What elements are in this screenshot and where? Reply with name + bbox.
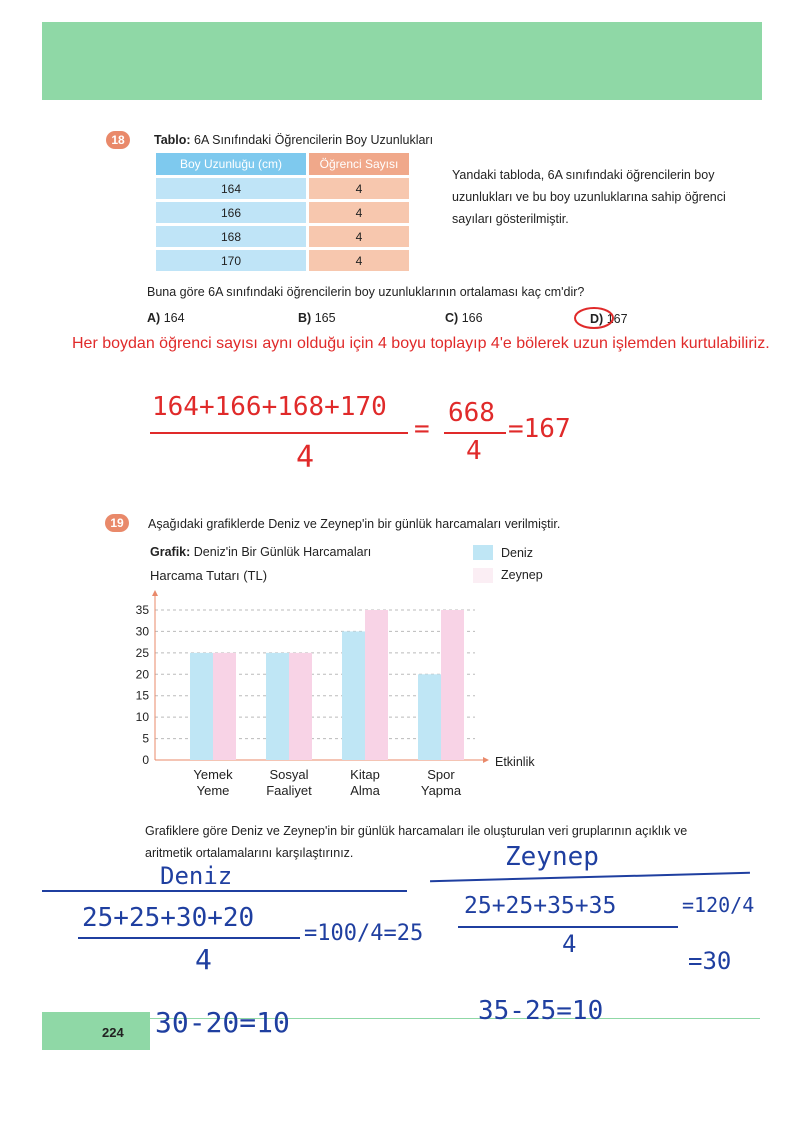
table-cell: 164 (156, 178, 306, 199)
hand-underline (430, 872, 750, 882)
legend-label-deniz: Deniz (501, 546, 533, 560)
bar-deniz (342, 631, 365, 760)
hand-zeynep-numerator: 25+25+35+35 (464, 893, 617, 919)
y-tick-label: 35 (135, 603, 149, 617)
option-value: 164 (163, 311, 185, 325)
x-tick-label: Sosyal (269, 767, 309, 782)
x-tick-label: Kitap (350, 767, 380, 782)
table-cell: 4 (309, 202, 409, 223)
table-header-height: Boy Uzunluğu (cm) (156, 153, 306, 175)
x-tick-label: Yemek (193, 767, 233, 782)
bar-zeynep (365, 610, 388, 760)
fraction-line (458, 926, 678, 928)
hand-deniz-denominator: 4 (195, 943, 212, 976)
option-c[interactable] (445, 311, 483, 325)
hand-mid-numerator: 668 (448, 398, 495, 428)
option-a[interactable] (147, 311, 185, 325)
hand-deniz-result: =100/4=25 (304, 921, 424, 946)
y-tick-label: 5 (142, 731, 149, 746)
bar-deniz (266, 653, 289, 760)
x-tick-label: Alma (350, 783, 380, 798)
y-tick-label: 30 (135, 624, 149, 639)
hand-zeynep-denominator: 4 (562, 930, 577, 958)
table-row (156, 202, 409, 223)
table-cell: 4 (309, 226, 409, 247)
option-value: 166 (461, 311, 483, 325)
table-title-text: 6A Sınıfındaki Öğrencilerin Boy Uzunlukları (190, 133, 434, 147)
option-value: 167 (606, 312, 628, 326)
bar-zeynep (289, 653, 312, 760)
graph-title-label: Grafik: (150, 545, 191, 559)
x-tick-label: Yeme (196, 783, 230, 798)
header-band (42, 22, 762, 100)
legend-swatch-zeynep (473, 568, 493, 583)
hand-mid-denominator: 4 (466, 436, 482, 466)
x-axis-arrow (483, 757, 489, 763)
expenses-bar-chart (100, 585, 560, 805)
x-tick-label: Faaliyet (266, 783, 312, 798)
hand-underline (42, 890, 407, 892)
fraction-line (444, 432, 506, 434)
table-cell: 4 (309, 178, 409, 199)
x-tick-label: Yapma (420, 783, 462, 798)
table-row (156, 226, 409, 247)
x-tick-label: Spor (427, 767, 455, 782)
hand-range-deniz: 30-20=10 (155, 1006, 290, 1039)
table-cell: 166 (156, 202, 306, 223)
option-letter: B) (298, 311, 312, 325)
legend-swatch-deniz (473, 545, 493, 560)
table-cell: 170 (156, 250, 306, 271)
hand-sum-denominator: 4 (296, 440, 315, 475)
bar-deniz (418, 674, 441, 760)
x-axis-label: Etkinlik (495, 755, 535, 769)
hand-zeynep-label: Zeynep (505, 842, 599, 872)
legend-label-zeynep: Zeynep (501, 568, 543, 582)
graph-title (150, 545, 371, 559)
fraction-line (150, 432, 408, 434)
solution-note: Her boydan öğrenci sayısı aynı olduğu için 4 boyu toplayıp 4'e bölerek uzun işlemden kurtulabiliriz. (72, 335, 770, 352)
table-cell: 4 (309, 250, 409, 271)
option-letter: D) (590, 312, 604, 326)
hand-zeynep-result: =120/4 (682, 893, 755, 917)
option-letter: C) (445, 311, 459, 325)
chart-y-label: Harcama Tutarı (TL) (150, 568, 268, 583)
y-tick-label: 20 (135, 667, 149, 682)
fraction-line (78, 937, 300, 939)
question-number-19: 19 (105, 514, 129, 532)
height-table (153, 150, 412, 274)
table-row (156, 178, 409, 199)
option-letter: A) (147, 311, 161, 325)
y-tick-label: 15 (135, 688, 149, 703)
hand-range-zeynep: 35-25=10 (478, 996, 604, 1026)
table-cell: 168 (156, 226, 306, 247)
footer-band (42, 1012, 150, 1050)
bar-zeynep (213, 653, 236, 760)
table-title-label: Tablo: (154, 133, 191, 147)
y-tick-label: 25 (135, 645, 149, 660)
hand-result: =167 (508, 414, 571, 444)
question-19-text: Grafiklere göre Deniz ve Zeynep'in bir günlük harcamaları ile oluşturulan veri gruplarının açıklık ve aritmetik ortalamalarını karşılaştırınız. (145, 824, 688, 860)
y-tick-label: 10 (135, 710, 149, 725)
table-title (154, 133, 433, 147)
table-header-count: Öğrenci Sayısı (309, 153, 409, 175)
hand-equals: = (414, 414, 430, 444)
hand-deniz-numerator: 25+25+30+20 (82, 903, 255, 933)
hand-deniz-label: Deniz (160, 862, 233, 890)
bar-zeynep (441, 610, 464, 760)
hand-zeynep-final: =30 (688, 947, 732, 975)
option-value: 165 (314, 311, 336, 325)
page-number: 224 (102, 1025, 124, 1040)
question-number-18: 18 (106, 131, 130, 149)
y-tick-label: 0 (142, 753, 149, 767)
y-axis-arrow (152, 590, 158, 596)
question-19-intro: Aşağıdaki grafiklerde Deniz ve Zeynep'in bir günlük harcamaları verilmiştir. (148, 517, 561, 531)
table-row (156, 250, 409, 271)
bar-deniz (190, 653, 213, 760)
question-18-text: Buna göre 6A sınıfındaki öğrencilerin boy uzunluklarının ortalaması kaç cm'dir? (147, 285, 585, 299)
answer-circle-mark (572, 304, 616, 332)
option-b[interactable] (298, 311, 336, 325)
hand-sum-numerator: 164+166+168+170 (152, 392, 387, 422)
graph-title-text: Deniz'in Bir Günlük Harcamaları (190, 545, 372, 559)
table-description: Yandaki tabloda, 6A sınıfındaki öğrencilerin boy uzunlukları ve bu boy uzunluklarına sahip öğrenci sayıları gösterilmiştir. (452, 168, 726, 226)
